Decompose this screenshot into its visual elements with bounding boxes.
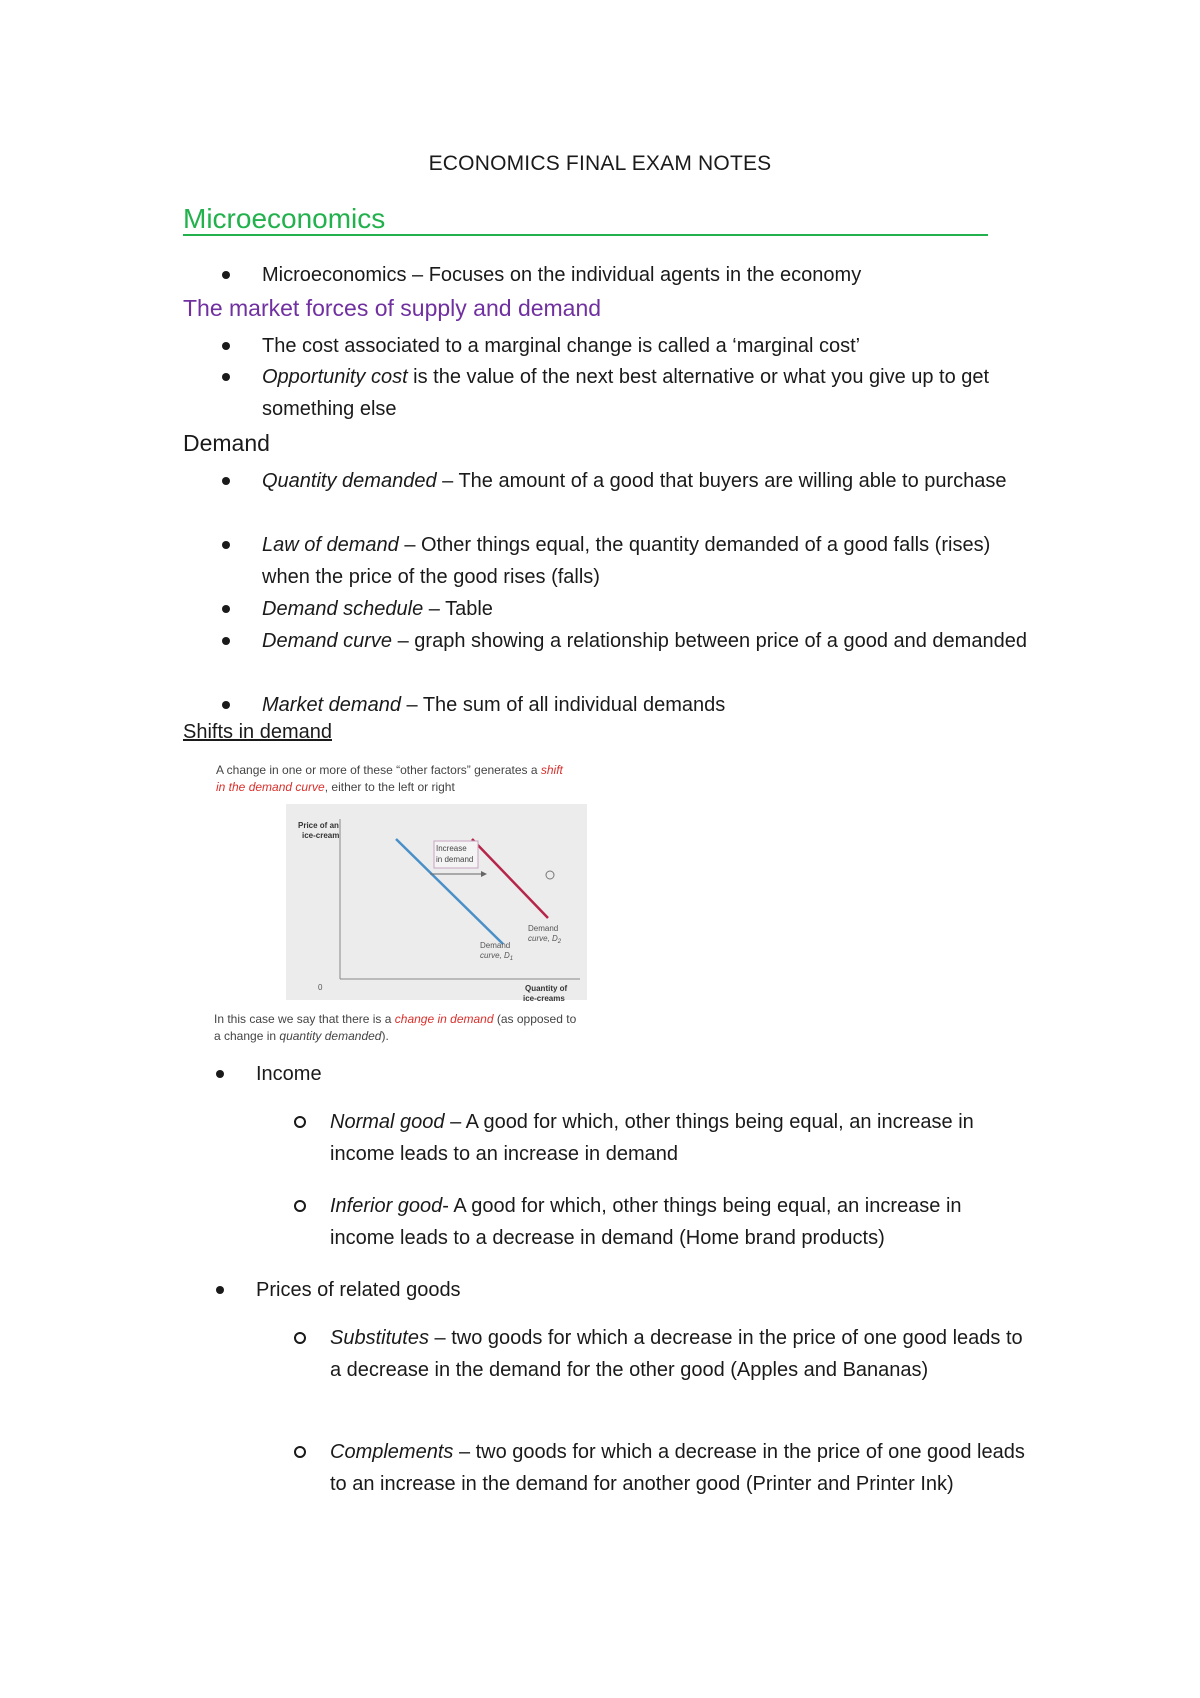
subitem-term: Inferior good: [330, 1195, 443, 1217]
demand-shift-figure: [210, 757, 600, 1047]
d1-label-2: curve, $D_1$: [480, 951, 514, 962]
demand-shift-chart: [210, 757, 600, 1047]
arrow-label-1: Increase: [436, 844, 467, 853]
d1-label-1: Demand: [480, 941, 511, 950]
subitem-text: Substitutes – two goods for which a decrease in the price of one good leads to a decrease in the demand for the other good (Apples and Bananas): [330, 1327, 1023, 1381]
bullet-icon: [222, 373, 230, 381]
bullet-icon: [222, 637, 230, 645]
subitem-text: Inferior good- A good for which, other things being equal, an increase in income leads to a decrease in demand (Home brand products): [330, 1195, 962, 1249]
shift-arrowhead: [481, 871, 487, 877]
shifts-heading: Shifts in demand: [183, 721, 332, 743]
d2-label-2: curve, $D_2$: [528, 934, 562, 945]
subitem-term: Substitutes: [330, 1327, 429, 1349]
subsection-heading-market-forces: The market forces of supply and demand: [183, 295, 602, 321]
circle-bullet-icon: [294, 1116, 306, 1128]
bullet-icon: [222, 605, 230, 613]
bullet-text: Demand curve – graph showing a relationship between price of a good and demanded: [262, 630, 1027, 652]
origin-label: 0: [318, 983, 323, 992]
bullet-icon: [222, 701, 230, 709]
bullet-text: Demand schedule – Table: [262, 598, 493, 620]
figure-caption-bottom: In this case we say that there is a change in demand (as opposed to a change in quantity demanded).: [214, 1012, 577, 1043]
y-axis-label-1: Price of an: [298, 821, 339, 830]
x-axis-label-2: ice-creams: [523, 994, 565, 1003]
bullet-text: Prices of related goods: [256, 1279, 461, 1301]
bullet-text: Microeconomics – Focuses on the individual agents in the economy: [262, 264, 862, 286]
subitem-term: Complements: [330, 1441, 454, 1463]
subitem-term: Normal good: [330, 1111, 445, 1133]
bullet-text: Market demand – The sum of all individual demands: [262, 694, 726, 716]
bullet-icon: [222, 271, 230, 279]
subitem-text: Complements – two goods for which a decrease in the price of one good leads to an increase in the demand for another good (Printer and Printer Ink): [330, 1441, 1025, 1495]
x-axis-label-1: Quantity of: [525, 984, 568, 993]
document-title: ECONOMICS FINAL EXAM NOTES: [428, 152, 772, 175]
circle-bullet-icon: [294, 1446, 306, 1458]
y-axis-label-2: ice-cream: [302, 831, 340, 840]
demand-heading: Demand: [183, 430, 270, 456]
circle-bullet-icon: [294, 1332, 306, 1344]
bullet-icon: [222, 342, 230, 350]
bullet-term: Law of demand: [262, 534, 399, 556]
bullet-icon: [222, 477, 230, 485]
bullet-text: Quantity demanded – The amount of a good that buyers are willing able to purchase: [262, 470, 1007, 492]
figure-caption-top: A change in one or more of these “other factors” generates a shift in the demand curve, either to the left or right: [216, 763, 563, 794]
marker-circle: [546, 871, 554, 879]
bullet-term: Demand curve: [262, 630, 393, 652]
bullet-icon: [216, 1070, 224, 1078]
d2-label-1: Demand: [528, 924, 559, 933]
bullet-text: The cost associated to a marginal change is called a ‘marginal cost’: [262, 335, 861, 357]
subitem-text: Normal good – A good for which, other things being equal, an increase in income leads to an increase in demand: [330, 1111, 974, 1165]
bullet-icon: [222, 541, 230, 549]
bullet-text: Opportunity cost is the value of the next best alternative or what you give up to get something else: [262, 366, 990, 420]
section-heading-microeconomics: Microeconomics: [183, 204, 988, 236]
circle-bullet-icon: [294, 1200, 306, 1212]
demand-curve-d2: [472, 839, 548, 918]
bullet-term: Quantity demanded: [262, 470, 437, 492]
bullet-term: Demand schedule: [262, 598, 424, 620]
bullet-text: Law of demand – Other things equal, the quantity demanded of a good falls (rises) when the price of the good rises (falls): [262, 534, 991, 588]
bullet-icon: [216, 1286, 224, 1294]
bullet-term: Opportunity cost: [262, 366, 408, 388]
bullet-term: Market demand: [262, 694, 401, 716]
arrow-label-2: in demand: [436, 855, 474, 864]
bullet-text: Income: [256, 1063, 322, 1085]
